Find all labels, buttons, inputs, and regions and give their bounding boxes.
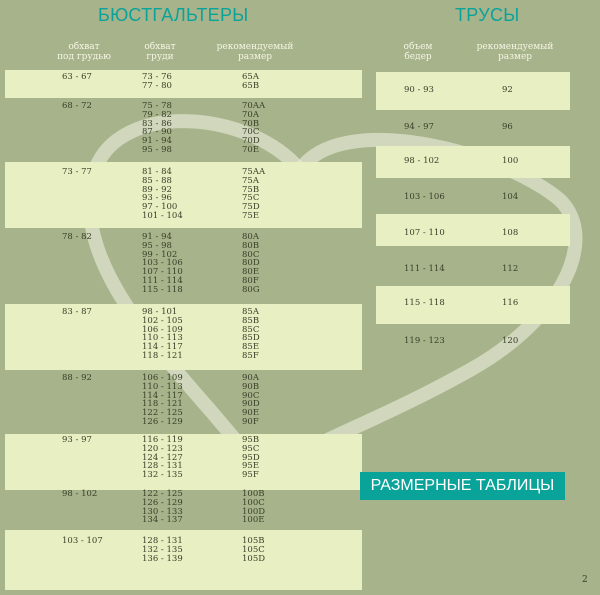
bra-size-value: 65B (242, 80, 260, 91)
underbust-value: 98 - 102 (62, 489, 98, 499)
bra-size-value: 90C (242, 390, 260, 401)
band (5, 70, 362, 98)
bra-size-value: 75D (242, 202, 260, 213)
bust-value: 132 - 135 (142, 544, 183, 555)
bust-value: 134 - 137 (142, 515, 183, 526)
bra-size-value: 95F (242, 470, 259, 481)
bust-value: 130 - 133 (142, 506, 183, 517)
underbust-value: 73 - 77 (62, 167, 92, 177)
bust-value: 93 - 96 (142, 193, 172, 204)
hips-value: 98 - 102 (404, 156, 440, 166)
page-number: 2 (582, 575, 588, 585)
underbust-value: 93 - 97 (62, 435, 92, 445)
bust-value: 85 - 88 (142, 175, 172, 186)
bust-value: 114 - 117 (142, 342, 183, 353)
bra-size-value: 85F (242, 351, 259, 361)
bust-value: 89 - 92 (142, 184, 172, 195)
bust-value: 118 - 121 (142, 351, 183, 361)
bra-size-value: 85D (242, 333, 260, 344)
bra-size-value: 75C (242, 193, 260, 204)
hips-value: 119 - 123 (404, 336, 445, 346)
underbust-value: 68 - 72 (62, 101, 92, 111)
bra-size-value: 100C (242, 497, 265, 508)
panties-size-value: 112 (502, 264, 519, 274)
band (5, 530, 362, 590)
bust-value: 87 - 90 (142, 127, 172, 138)
bust-value: 128 - 131 (142, 536, 183, 546)
bra-size-value: 80D (242, 258, 260, 269)
panties-title: ТРУСЫ (455, 5, 520, 25)
bust-value: 114 - 117 (142, 390, 183, 401)
bust-value: 95 - 98 (142, 240, 172, 251)
bra-size-value: 80E (242, 267, 260, 278)
bust-value: 106 - 109 (142, 324, 183, 335)
bust-value: 122 - 125 (142, 489, 183, 499)
bra-title: БЮСТГАЛЬТЕРЫ (98, 5, 249, 25)
bra-size-value: 90F (242, 417, 259, 427)
bra-size-value: 105C (242, 544, 265, 555)
bra-size-value: 75A (242, 175, 259, 186)
band (5, 162, 362, 228)
bust-value: 103 - 106 (142, 258, 183, 269)
bust-value: 118 - 121 (142, 399, 183, 410)
bust-value: 101 - 104 (142, 211, 183, 221)
bust-value: 83 - 86 (142, 118, 172, 129)
bra-size-value: 95E (242, 461, 260, 472)
bra-size-value: 95B (242, 435, 260, 445)
bust-value: 120 - 123 (142, 443, 183, 454)
bust-value: 107 - 110 (142, 267, 183, 278)
bra-size-value: 80G (242, 284, 260, 295)
bra-size-value: 75AA (242, 167, 266, 177)
underbust-value: 83 - 87 (62, 307, 92, 317)
hips-value: 103 - 106 (404, 192, 445, 202)
hips-value: 111 - 114 (404, 264, 445, 274)
bust-value: 91 - 94 (142, 232, 172, 242)
bust-value: 122 - 125 (142, 408, 183, 419)
panties-size-value: 100 (502, 156, 519, 166)
bust-value: 126 - 129 (142, 417, 183, 427)
bra-size-value: 90B (242, 381, 260, 392)
bust-value: 75 - 78 (142, 101, 172, 111)
bra-size-value: 90D (242, 399, 260, 410)
bust-value: 73 - 76 (142, 72, 172, 82)
bust-value: 132 - 135 (142, 470, 183, 481)
bust-value: 79 - 82 (142, 109, 172, 120)
panties-size-value: 116 (502, 298, 519, 308)
bra-size-value: 80F (242, 276, 259, 286)
bust-value: 81 - 84 (142, 167, 172, 177)
panties-size-value: 92 (502, 85, 513, 95)
bust-value: 136 - 139 (142, 553, 183, 564)
bust-value: 124 - 127 (142, 452, 183, 463)
bra-size-value: 85A (242, 307, 259, 317)
bra-size-value: 95D (242, 452, 260, 463)
bra-size-value: 80A (242, 232, 259, 242)
panties-size-value: 96 (502, 122, 513, 132)
bra-size-value: 75B (242, 184, 260, 195)
bust-value: 115 - 118 (142, 284, 183, 295)
bra-size-value: 70E (242, 145, 260, 155)
bra-size-value: 70C (242, 127, 260, 138)
underbust-value: 103 - 107 (62, 536, 103, 546)
header-underbust: обхват под грудью (57, 42, 111, 62)
bra-size-value: 85B (242, 315, 260, 326)
bust-value: 77 - 80 (142, 80, 172, 91)
bra-size-value: 75E (242, 211, 260, 221)
bra-size-value: 70AA (242, 101, 266, 111)
bust-value: 95 - 98 (142, 145, 172, 155)
bust-value: 106 - 109 (142, 373, 183, 383)
bust-value: 110 - 113 (142, 381, 183, 392)
hips-value: 90 - 93 (404, 85, 434, 95)
bra-size-value: 105B (242, 536, 265, 546)
bust-value: 102 - 105 (142, 315, 183, 326)
bra-size-value: 80B (242, 240, 260, 251)
banner-size-tables: РАЗМЕРНЫЕ ТАБЛИЦЫ (360, 472, 565, 500)
panties-size-value: 108 (502, 228, 519, 238)
hips-value: 94 - 97 (404, 122, 434, 132)
header-bust: обхват груди (144, 42, 176, 62)
bra-size-value: 70B (242, 118, 260, 129)
bra-size-value: 100D (242, 506, 266, 517)
bra-size-value: 95C (242, 443, 260, 454)
bust-value: 97 - 100 (142, 202, 178, 213)
bust-value: 116 - 119 (142, 435, 183, 445)
bra-size-value: 90E (242, 408, 260, 419)
bust-value: 126 - 129 (142, 497, 183, 508)
band (5, 434, 362, 490)
bra-size-value: 70D (242, 136, 260, 147)
header-panties-size: рекомендуемый размер (476, 42, 554, 62)
panties-size-value: 120 (502, 336, 519, 346)
bra-size-value: 80C (242, 249, 260, 260)
bra-size-value: 100B (242, 489, 265, 499)
bust-value: 99 - 102 (142, 249, 178, 260)
bra-size-value: 65A (242, 72, 259, 82)
bra-size-value: 70A (242, 109, 259, 120)
band (5, 304, 362, 370)
bust-value: 110 - 113 (142, 333, 183, 344)
bra-size-value: 85E (242, 342, 260, 353)
bust-value: 98 - 101 (142, 307, 178, 317)
underbust-value: 63 - 67 (62, 72, 92, 82)
underbust-value: 88 - 92 (62, 373, 92, 383)
bra-size-value: 100E (242, 515, 265, 526)
panties-size-value: 104 (502, 192, 519, 202)
underbust-value: 78 - 82 (62, 232, 92, 242)
bust-value: 111 - 114 (142, 276, 183, 286)
header-size: рекомендуемый размер (216, 42, 294, 62)
bust-value: 91 - 94 (142, 136, 172, 147)
bust-value: 128 - 131 (142, 461, 183, 472)
hips-value: 107 - 110 (404, 228, 445, 238)
bra-size-value: 90A (242, 373, 259, 383)
bra-size-value: 85C (242, 324, 260, 335)
bra-size-value: 105D (242, 553, 266, 564)
header-hips: объем бедер (403, 42, 433, 62)
hips-value: 115 - 118 (404, 298, 445, 308)
